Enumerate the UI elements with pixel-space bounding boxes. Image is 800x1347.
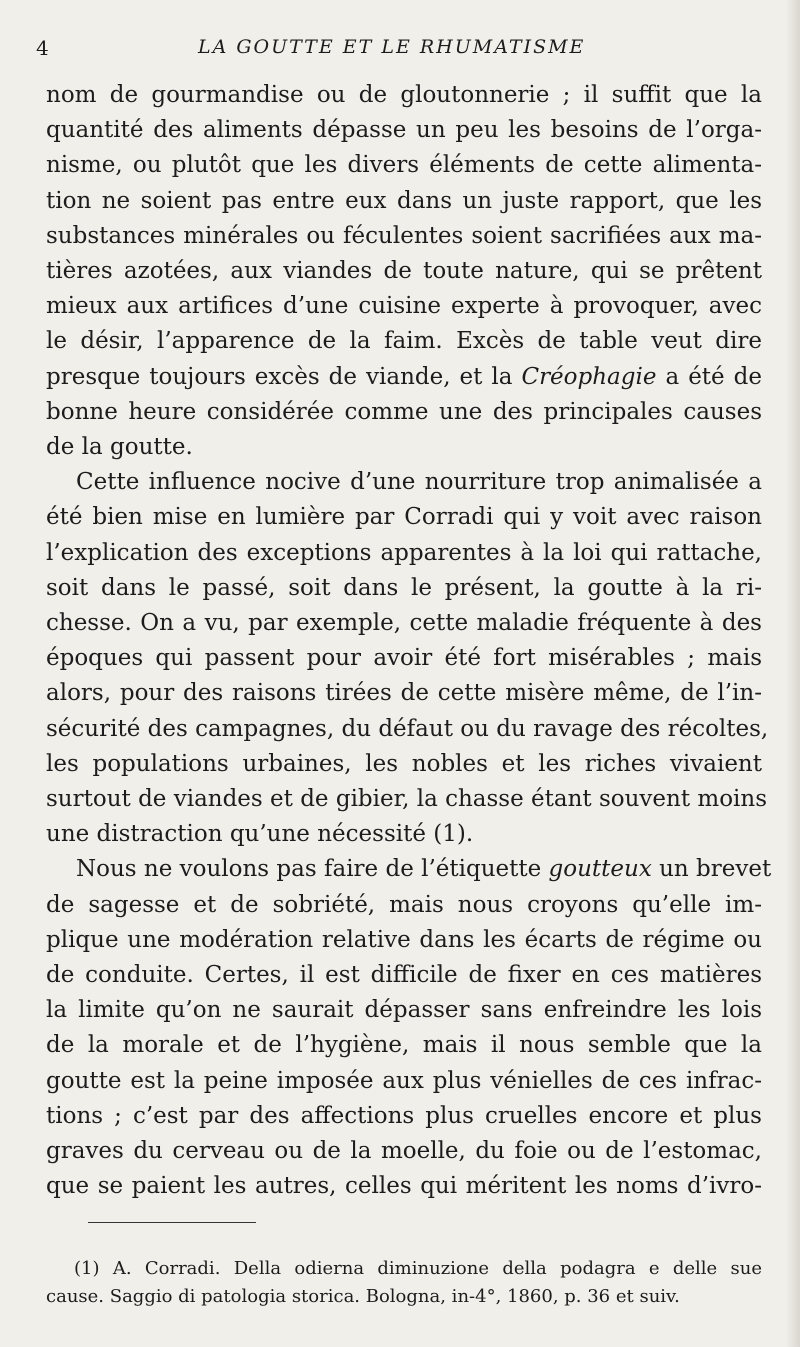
text-line: été bien mise en lumière par Corradi qui y voit avec raison (46, 504, 762, 531)
text-line: de conduite. Certes, il est difficile de fixer en ces matières (46, 962, 762, 989)
text-line: plique une modération relative dans les écarts de régime ou (46, 926, 762, 953)
text-line: tion ne soient pas entre eux dans un juste rapport, que les (46, 187, 762, 214)
text-line: substances minérales ou féculentes soient sacrifiées aux ma- (46, 222, 762, 249)
body-text (46, 78, 772, 1205)
text-line: presque toujours excès de viande, et la Créophagie a été de (46, 363, 762, 390)
text-line: nom de gourmandise ou de gloutonnerie ; il suffit que la (46, 82, 762, 108)
text-line: alors, pour des raisons tirées de cette misère même, de l’in- (46, 680, 762, 707)
running-title: LA GOUTTE ET LE RHUMATISME (198, 36, 586, 58)
text-line: l’explication des exceptions apparentes à la loi qui rattache, (46, 539, 762, 566)
text-line: époques qui passent pour avoir été fort misérables ; mais (46, 645, 762, 672)
text-line: Cette influence nocive d’une nourriture trop animalisée a (76, 469, 762, 496)
text-line: les populations urbaines, les nobles et les riches vivaient (46, 750, 762, 777)
footnote-rule (88, 1222, 256, 1223)
text-line: le désir, l’apparence de la faim. Excès de table veut dire (46, 328, 762, 355)
text-line: Nous ne voulons pas faire de l’étiquette goutteux un brevet (76, 856, 772, 883)
text-line: mieux aux artifices d’une cuisine experte à provoquer, avec (46, 293, 762, 320)
text-line: bonne heure considérée comme une des principales causes (46, 398, 762, 425)
text-line: tions ; c’est par des affections plus cruelles encore et plus (46, 1102, 762, 1129)
text-line: la limite qu’on ne saurait dépasser sans enfreindre les lois (46, 997, 762, 1024)
text-line: de la morale et de l’hygiène, mais il nous semble que la (46, 1032, 762, 1059)
text-line: de la goutte. (46, 434, 193, 461)
text-line: de sagesse et de sobriété, mais nous croyons qu’elle im- (46, 891, 762, 918)
running-header (36, 30, 766, 66)
page-number: 4 (36, 36, 51, 60)
text-line: goutte est la peine imposée aux plus vénielles de ces infrac- (46, 1067, 762, 1094)
italic-term: Créophagie (521, 363, 657, 390)
text-line: que se paient les autres, celles qui méritent les noms d’ivro- (46, 1173, 762, 1200)
text-line: surtout de viandes et de gibier, la chasse étant souvent moins (46, 786, 768, 813)
text-line: soit dans le passé, soit dans le présent, la goutte à la ri- (46, 574, 762, 601)
footnote (46, 1255, 762, 1311)
text-line: sécurité des campagnes, du défaut ou du ravage des récoltes, (46, 715, 769, 742)
text-line: chesse. On a vu, par exemple, cette maladie fréquente à des (46, 610, 762, 637)
footnote-line: cause. Saggio di patologia storica. Bologna, in-4°, 1860, p. 36 et suiv. (46, 1286, 680, 1307)
text-line: une distraction qu’une nécessité (1). (46, 821, 474, 848)
text-line: tières azotées, aux viandes de toute nature, qui se prêtent (46, 258, 762, 285)
text-line: nisme, ou plutôt que les divers éléments de cette alimenta- (46, 152, 762, 179)
text-line: graves du cerveau ou de la moelle, du foie ou de l’estomac, (46, 1138, 762, 1165)
page-edge-shadow (786, 0, 800, 1347)
italic-term: goutteux (548, 856, 652, 883)
text-line: quantité des aliments dépasse un peu les besoins de l’orga- (46, 117, 762, 144)
footnote-line: (1) A. Corradi. Della odierna diminuzione della podagra e delle sue (74, 1258, 762, 1279)
